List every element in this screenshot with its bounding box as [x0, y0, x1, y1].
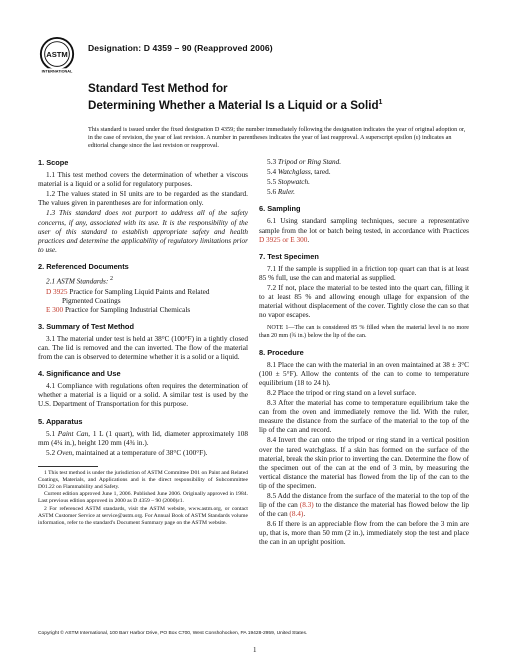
paragraph-3-1: 3.1 The material under test is held at 38°C (100°F) in a tightly closed can. The lid is removed and the can inverted. The flow of the material from the can is observed to determine whether it is a solid or a liquid.	[38, 334, 248, 362]
left-column	[38, 158, 248, 527]
page-number: 1	[253, 646, 257, 654]
paragraph-7-2: 7.2 If not, place the material to be tested into the quart can, filling it to at least 85 % and allowing enough ullage for expansion of the material without displacement of the cover. Tightly close the can so that no vapor escapes.	[259, 284, 469, 320]
footnote-2: 2 For referenced ASTM standards, visit the ASTM website, www.astm.org, or contact ASTM Customer Service at service@astm.org. For Annual Book of ASTM Standards volume information, refer to the standard's Document Summary page on the ASTM website.	[38, 505, 248, 526]
paragraph-7-1: 7.1 If the sample is supplied in a friction top quart can that is at least 85 % full, use the can and material as supplied.	[259, 264, 469, 282]
apparatus-item-oven: 5.2 Oven, maintained at a temperature of 38°C (100°F).	[46, 448, 208, 457]
paragraph-8-4: 8.4 Invert the can onto the tripod or ring stand in a vertical position over the tared watchglass. If a skin has formed on the surface of the material, break the skin prior to inverting the can. Determine the flow of the specimen out of the can at the end of 3 min, by measuring the vertical distance the material has flowed from the lip of the can to the tip of the specimen.	[259, 436, 469, 490]
right-column	[259, 158, 469, 549]
link-d3925[interactable]: D 3925	[46, 287, 68, 296]
paragraph-8-1: 8.1 Place the can with the material in an oven maintained at 38 ± 3°C (100 ± 5°F). Allow the contents of the can to come to temperature equilibrium (18 to 24 h).	[259, 360, 469, 387]
link-e300[interactable]: E 300	[46, 305, 64, 314]
section-heading-scope: 1. Scope	[38, 158, 69, 167]
apparatus-item-watchglass: 5.4 Watchglass, tared.	[267, 168, 331, 177]
link-practices[interactable]: D 3925 or E 300	[259, 235, 308, 244]
section-heading-significance: 4. Significance and Use	[38, 369, 121, 379]
paragraph-8-5: 8.5 Add the distance from the surface of the material to the top of the lip of the can (8.3) to the distance the material has flowed below the lip of the can (8.4).	[259, 492, 470, 519]
reference-d3925: D 3925 Practice for Sampling Liquid Paints and Related Pigmented Coatings	[46, 287, 210, 305]
footnote-1: 1 This test method is under the jurisdiction of ASTM Committee D01 on Paint and Related Coatings, Materials, and Applications and is the direct responsibility of Subcommittee D01.22 on Flammability and Safety.	[38, 469, 248, 490]
section-heading-procedure: 8. Procedure	[259, 347, 304, 357]
link-section-8-3[interactable]: (8.3)	[299, 501, 314, 510]
title-line-2: Determining Whether a Material Is a Liquid or a Solid$^1$	[88, 98, 383, 112]
svg-text:INTERNATIONAL: INTERNATIONAL	[41, 69, 73, 74]
apparatus-item-tripod: 5.3 Tripod or Ring Stand.	[267, 158, 342, 166]
note-1: NOTE 1—The can is considered 85 % filled when the material level is no more than 20 mm (¾ in.) below the lip of the can.	[259, 325, 469, 339]
apparatus-item-paint-can: 5.1 Paint Can, 1 L (1 quart), with lid, diameter approximately 108 mm (4¼ in.), height 120 mm (4¾ in.).	[38, 429, 248, 447]
designation: Designation: D 4359 – 90 (Reapproved 2006)	[88, 43, 273, 53]
issuance-notice: This standard is issued under the fixed designation D 4359; the number immediately following the designation indicates the year of original adoption or, in the case of revision, the year of last revision. A number in parentheses indicates the year of last reapproval. A superscript epsilon (ε) indicates an editorial change since the last revision or reapproval.	[88, 126, 466, 149]
paragraph-8-6: 8.6 If there is an appreciable flow from the can before the 3 min are up, that is, more than 50 mm (2 in.), immediately stop the test and place the can in an upright position.	[259, 520, 469, 547]
section-heading-referenced-documents: 2. Referenced Documents	[38, 261, 129, 271]
paragraph-4-1: 4.1 Compliance with regulations often requires the determination of whether a material is a liquid or a solid. A similar test is used by the U.S. Department of Transportation for this purpose.	[38, 382, 248, 409]
paragraph-6-1: 6.1 Using standard sampling techniques, secure a representative sample from the lot or batch being tested, in accordance with Practices D 3925 or E 300.	[259, 217, 469, 244]
copyright-notice: Copyright © ASTM International, 100 Barr Harbor Drive, PO Box C700, West Conshohocken, PA 19428-2959, United States.	[38, 631, 308, 636]
section-heading-summary: 3. Summary of Test Method	[38, 321, 134, 331]
paragraph-8-2: 8.2 Place the tripod or ring stand on a level surface.	[267, 388, 417, 397]
paragraph-2-1: 2.1 ASTM Standards: $^2$	[46, 276, 114, 286]
reference-e300: E 300 Practice for Sampling Industrial Chemicals	[46, 305, 191, 314]
title-footnote-mark: 1	[378, 99, 383, 106]
paragraph-8-3: 8.3 After the material has come to temperature equilibrium take the can from the oven and immediately remove the lid. With the ruler, measure the distance from the surface of the material to the top of the lip of the can and record.	[259, 399, 469, 435]
svg-text:ASTM: ASTM	[46, 49, 68, 59]
astm-logo-icon	[38, 36, 76, 74]
section-heading-apparatus: 5. Apparatus	[38, 416, 83, 426]
section-heading-sampling: 6. Sampling	[259, 204, 301, 214]
footnote-divider	[38, 466, 98, 467]
paragraph-1-1: 1.1 This test method covers the determination of whether a viscous material is a liquid or a solid for regulatory purposes.	[38, 171, 248, 189]
link-section-8-4[interactable]: (8.4)	[289, 510, 304, 519]
paragraph-1-2: 1.2 The values stated in SI units are to be regarded as the standard. The values given in parentheses are for information only.	[38, 190, 248, 208]
document-title	[88, 82, 468, 113]
title-line-1: Standard Test Method for	[88, 82, 228, 95]
section-heading-test-specimen: 7. Test Specimen	[259, 251, 319, 261]
apparatus-item-ruler: 5.6 Ruler.	[267, 188, 295, 197]
footnote-1-edition: Current edition approved June 1, 2006. Published June 2006. Originally approved in 1984. Last previous edition approved in 2000 as D 4359 – 90 (2000)ε1.	[38, 491, 248, 505]
apparatus-item-stopwatch: 5.5 Stopwatch.	[267, 178, 310, 187]
paragraph-1-3: 1.3 This standard does not purport to address all of the safety concerns, if any, associated with its use. It is the responsibility of the user of this standard to establish appropriate safety and health practices and determine the applicability of regulatory limitations prior to use.	[38, 209, 248, 254]
